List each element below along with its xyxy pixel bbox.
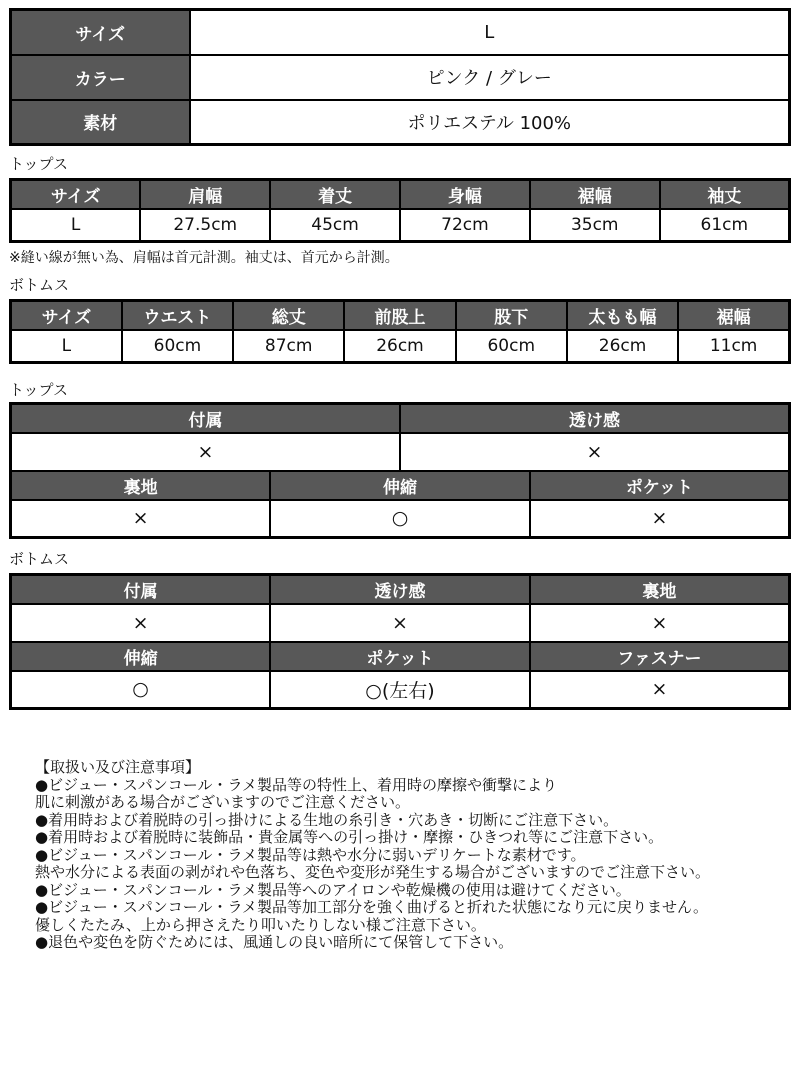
bottoms-features-table [9, 573, 791, 710]
table-value-row [11, 433, 790, 471]
table-value-row [11, 330, 790, 363]
care-note-line: ●着用時および着脱時の引っ掛けによる生地の糸引き・穴あき・切断にご注意下さい。 [35, 810, 619, 829]
care-note-line: ●ビジュー・スパンコール・ラメ製品等は熱や水分に弱いデリケートな素材です。 [35, 845, 586, 864]
feature-value-cell: × [530, 604, 790, 642]
feature-value-cell: × [11, 604, 271, 642]
section-label-bottoms-features: ボトムス [9, 550, 70, 568]
feature-header-cell: 透け感 [270, 575, 530, 604]
measure-header-cell: 裾幅 [530, 180, 660, 209]
spec-label-cell: サイズ [11, 10, 190, 55]
spec-row [11, 55, 790, 100]
feature-header-cell: 裏地 [530, 575, 790, 604]
table-header-row [11, 301, 790, 330]
tops-features-table [9, 402, 791, 539]
spec-row [11, 100, 790, 145]
measure-header-cell: 総丈 [233, 301, 344, 330]
measure-header-cell: 肩幅 [140, 180, 270, 209]
table-value-row [11, 209, 790, 242]
feature-header-cell: 付属 [11, 575, 271, 604]
care-note-line: ●ビジュー・スパンコール・ラメ製品等へのアイロンや乾燥機の使用は避けてください。 [35, 880, 631, 899]
feature-header-cell: ポケット [530, 471, 790, 500]
feature-header-cell: ファスナー [530, 642, 790, 671]
feature-value-cell: ○(左右) [270, 671, 530, 709]
spec-label-cell: カラー [11, 55, 190, 100]
tops-measurements-table [9, 178, 791, 243]
measure-value-cell: 11cm [678, 330, 789, 363]
feature-value-cell: ○ [11, 671, 271, 709]
table-header-row [11, 180, 790, 209]
spec-value-cell: ポリエステル 100% [190, 100, 790, 145]
feature-header-cell: 付属 [11, 404, 400, 433]
spec-table [9, 8, 791, 146]
care-note-line: 肌に刺激がある場合がございますのでご注意ください。 [35, 793, 411, 811]
feature-value-cell: × [530, 671, 790, 709]
section-label-tops-features: トップス [9, 381, 68, 399]
measure-header-cell: ウエスト [122, 301, 233, 330]
measure-value-cell: 35cm [530, 209, 660, 242]
table-header-row [11, 575, 790, 604]
feature-value-cell: × [11, 500, 271, 538]
measure-value-cell: 26cm [567, 330, 678, 363]
measure-value-cell: 60cm [122, 330, 233, 363]
measure-value-cell: L [11, 330, 122, 363]
measure-header-cell: 着丈 [270, 180, 400, 209]
care-note-line: ●退色や変色を防ぐためには、風通しの良い暗所にて保管して下さい。 [35, 933, 514, 951]
care-note-line: ●ビジュー・スパンコール・ラメ製品等加工部分を強く曲げると折れた状態になり元に戻りません。 [35, 898, 708, 916]
spec-value-cell: ピンク / グレー [190, 55, 790, 100]
measure-value-cell: 72cm [400, 209, 530, 242]
measure-value-cell: 26cm [344, 330, 455, 363]
measure-header-cell: 股下 [456, 301, 567, 330]
measure-header-cell: 前股上 [344, 301, 455, 330]
measure-value-cell: 61cm [660, 209, 790, 242]
care-note-line: 優しくたたみ、上から押さえたり叩いたりしない様ご注意下さい。 [35, 915, 486, 934]
section-label-tops-measurements: トップス [9, 155, 68, 173]
table-header-row [11, 471, 790, 500]
measure-header-cell: サイズ [11, 301, 122, 330]
feature-value-cell: ○ [270, 500, 530, 538]
care-notes [35, 759, 791, 952]
feature-header-cell: 伸縮 [270, 471, 530, 500]
spec-row [11, 10, 790, 55]
measure-value-cell: 60cm [456, 330, 567, 363]
table-value-row [11, 671, 790, 709]
feature-value-cell: × [270, 604, 530, 642]
spec-label-cell: 素材 [11, 100, 190, 145]
care-note-line: ●ビジュー・スパンコール・ラメ製品等の特性上、着用時の摩擦や衝撃により [35, 775, 558, 794]
feature-header-cell: ポケット [270, 642, 530, 671]
table-value-row [11, 604, 790, 642]
measure-value-cell: 27.5cm [140, 209, 270, 242]
measure-header-cell: 裾幅 [678, 301, 789, 330]
feature-value-cell: × [11, 433, 400, 471]
bottoms-measurements-table [9, 299, 791, 364]
measure-value-cell: 45cm [270, 209, 400, 242]
table-header-row [11, 404, 790, 433]
measure-header-cell: 身幅 [400, 180, 530, 209]
feature-header-cell: 伸縮 [11, 642, 271, 671]
measure-value-cell: 87cm [233, 330, 344, 363]
section-label-bottoms-measurements: ボトムス [9, 276, 70, 294]
feature-value-cell: × [530, 500, 790, 538]
care-notes-title: 【取扱い及び注意事項】 [35, 758, 201, 776]
table-value-row [11, 500, 790, 538]
spec-value-cell: L [190, 10, 790, 55]
feature-header-cell: 透け感 [400, 404, 790, 433]
measure-header-cell: 太もも幅 [567, 301, 678, 330]
feature-header-cell: 裏地 [11, 471, 271, 500]
measure-header-cell: サイズ [11, 180, 141, 209]
care-note-line: ●着用時および着脱時に装飾品・貴金属等への引っ掛け・摩擦・ひきつれ等にご注意下さい。 [35, 828, 664, 846]
care-note-line: 熱や水分による表面の剥がれや色落ち、変色や変形が発生する場合がございますのでご注意下さい。 [35, 863, 711, 881]
measure-header-cell: 袖丈 [660, 180, 790, 209]
feature-value-cell: × [400, 433, 790, 471]
measure-value-cell: L [11, 209, 141, 242]
table-header-row [11, 642, 790, 671]
tops-measure-note: ※縫い線が無い為、肩幅は首元計測。袖丈は、首元から計測。 [9, 250, 399, 266]
